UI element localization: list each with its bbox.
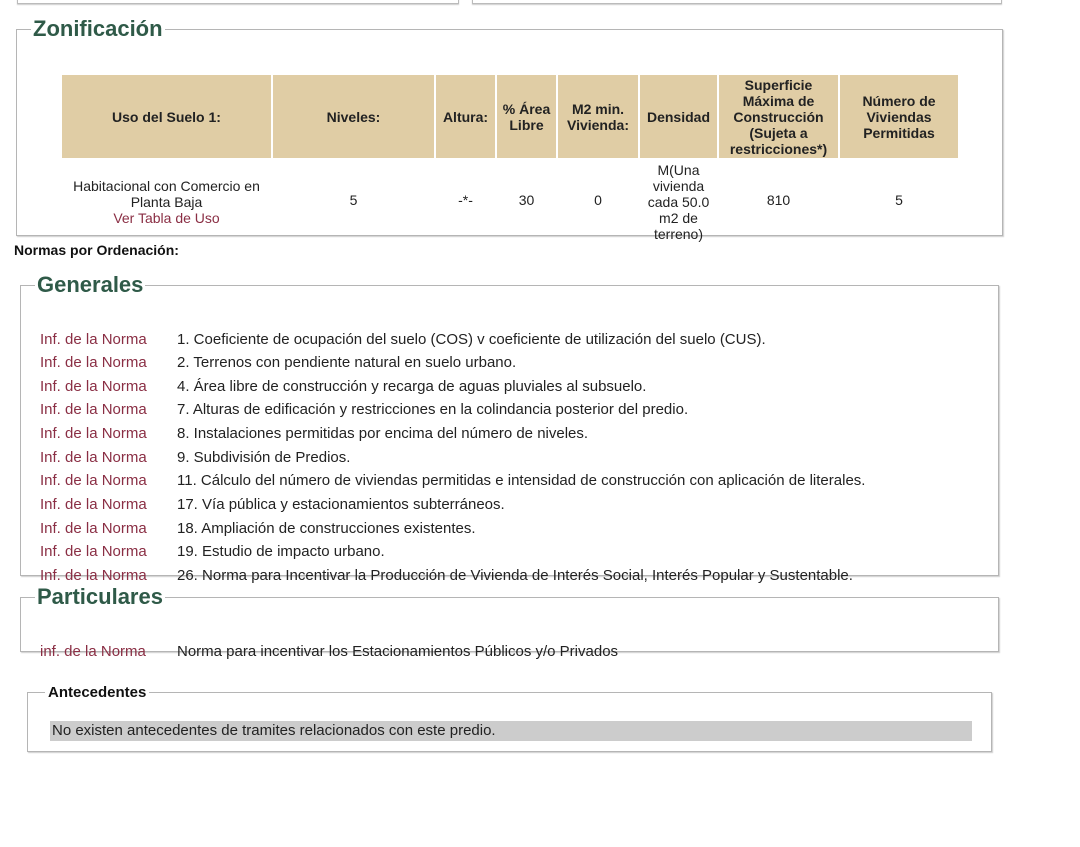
inf-norma-link[interactable]: Inf. de la Norma	[40, 496, 147, 513]
inf-norma-link[interactable]: Inf. de la Norma	[40, 425, 147, 442]
norma-row	[40, 520, 476, 538]
norma-text: Norma para incentivar los Estacionamientos Públicos y/o Privados	[177, 643, 619, 660]
antecedentes-section	[27, 684, 992, 752]
cell-m2-min: 0	[594, 192, 602, 208]
inf-norma-link[interactable]: Inf. de la Norma	[40, 331, 147, 348]
ver-tabla-uso-link[interactable]: Ver Tabla de Uso	[113, 210, 220, 226]
cell-area-libre: 30	[518, 192, 535, 208]
norma-text: 17. Vía pública y estacionamientos subterráneos.	[177, 496, 505, 513]
zonificacion-header-row	[62, 75, 958, 158]
previous-panel-left	[17, 0, 459, 4]
generales-section	[20, 272, 999, 584]
inf-norma-link[interactable]: Inf. de la Norma	[40, 401, 147, 418]
norma-text: 19. Estudio de impacto urbano.	[177, 543, 385, 560]
header-numero-viviendas: Número de Viviendas Permitidas	[840, 75, 958, 158]
cell-densidad	[640, 158, 717, 242]
norma-row	[40, 643, 618, 661]
norma-row	[40, 567, 853, 585]
uso-text: Habitacional con Comercio en Planta Baja	[73, 178, 260, 210]
generales-legend: Generales	[37, 272, 144, 297]
norma-text: 1. Coeficiente de ocupación del suelo (COS) v coeficiente de utilización del suelo (CUS).	[177, 331, 766, 348]
zonificacion-data-row	[62, 158, 958, 242]
norma-text: 8. Instalaciones permitidas por encima del número de niveles.	[177, 425, 589, 442]
norma-row	[40, 378, 646, 396]
particulares-legend: Particulares	[37, 584, 163, 609]
norma-row	[40, 449, 350, 467]
inf-norma-link[interactable]: Inf. de la Norma	[40, 543, 147, 560]
header-area-libre: % Área Libre	[497, 75, 556, 158]
norma-row	[40, 354, 516, 372]
norma-row	[40, 331, 766, 349]
antecedentes-message: No existen antecedentes de tramites relacionados con este predio.	[50, 721, 972, 741]
norma-text: 7. Alturas de edificación y restricciones en la colindancia posterior del predio.	[177, 401, 689, 418]
header-niveles: Niveles:	[273, 75, 434, 158]
inf-norma-link[interactable]: Inf. de la Norma	[40, 378, 147, 395]
inf-norma-link[interactable]: inf. de la Norma	[40, 643, 146, 660]
norma-row	[40, 401, 688, 419]
inf-norma-link[interactable]: Inf. de la Norma	[40, 354, 147, 371]
particulares-section	[20, 584, 999, 660]
norma-row	[40, 472, 865, 490]
inf-norma-link[interactable]: Inf. de la Norma	[40, 520, 147, 537]
previous-panel-right	[472, 0, 1002, 4]
cell-niveles: 5	[349, 192, 358, 208]
norma-row	[40, 543, 385, 561]
antecedentes-legend: Antecedentes	[48, 684, 147, 701]
inf-norma-link[interactable]: Inf. de la Norma	[40, 449, 147, 466]
zonificacion-section	[16, 16, 1003, 242]
cell-superficie: 810	[766, 192, 791, 208]
header-altura: Altura:	[436, 75, 495, 158]
norma-text: 2. Terrenos con pendiente natural en suelo urbano.	[177, 354, 517, 371]
cell-uso	[62, 158, 271, 242]
normas-ordenacion-title: Normas por Ordenación:	[14, 242, 179, 258]
inf-norma-link[interactable]: Inf. de la Norma	[40, 472, 147, 489]
zonificacion-legend: Zonificación	[33, 16, 163, 41]
cell-viviendas: 5	[895, 192, 903, 208]
norma-text: 9. Subdivisión de Predios.	[177, 449, 351, 466]
norma-text: 4. Área libre de construcción y recarga de aguas pluviales al subsuelo.	[177, 378, 647, 395]
header-m2-min: M2 min. Vivienda:	[558, 75, 638, 158]
header-superficie-maxima: Superficie Máxima de Construcción (Sujeta a restricciones*)	[719, 75, 838, 158]
norma-text: 11. Cálculo del número de viviendas permitidas e intensidad de construcción con aplicación de literales.	[177, 472, 866, 489]
header-densidad: Densidad	[640, 75, 717, 158]
inf-norma-link[interactable]: Inf. de la Norma	[40, 567, 147, 584]
norma-text: 18. Ampliación de construcciones existentes.	[177, 520, 476, 537]
densidad-text: M(Una vivienda cada 50.0 m2 de terreno)	[647, 162, 710, 242]
header-uso-suelo: Uso del Suelo 1:	[62, 75, 271, 158]
cell-altura: -*-	[458, 192, 473, 208]
zonificacion-table	[60, 75, 960, 242]
norma-text: 26. Norma para Incentivar la Producción de Vivienda de Interés Social, Interés Popular y Sustentable.	[177, 567, 853, 584]
norma-row	[40, 425, 588, 443]
norma-row	[40, 496, 505, 514]
